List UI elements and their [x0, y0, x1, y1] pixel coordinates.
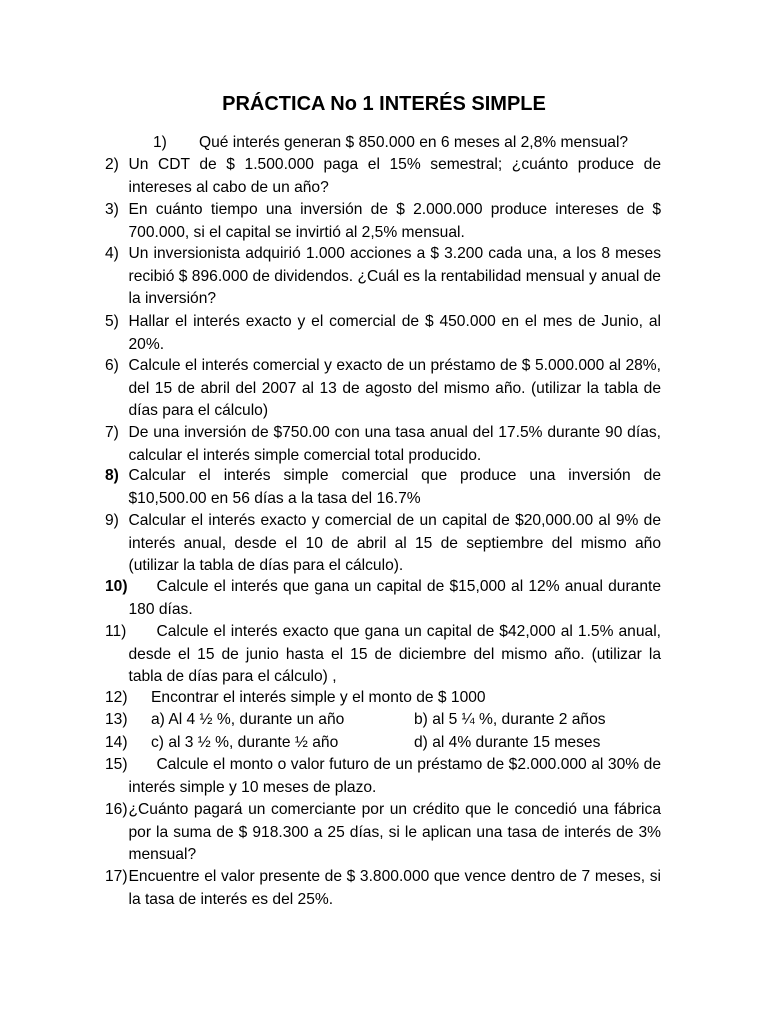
problem-number: 9) — [105, 512, 119, 529]
problem-number: 10) — [105, 578, 128, 595]
problem-text: ¿Cuánto pagará un comerciante por un crédito que le concedió una fábrica por la suma de $ 918.300 a 25 días, si le aplican una tasa de interés de 3% mensual? — [128, 801, 661, 863]
problem-text: Hallar el interés exacto y el comercial de $ 450.000 en el mes de Junio, al 20%. — [128, 313, 661, 353]
problem-number: 17) — [105, 868, 128, 885]
problem-7 — [105, 422, 661, 467]
page-title: PRÁCTICA No 1 INTERÉS SIMPLE — [222, 93, 546, 115]
problem-10 — [105, 576, 661, 621]
problem-4 — [105, 243, 661, 311]
problem-text: Encontrar el interés simple y el monto de $ 1000 — [151, 689, 486, 706]
problem-number: 11) — [105, 623, 127, 640]
option-d: d) al 4% durante 15 meses — [414, 734, 601, 751]
problem-text: Un CDT de $ 1.500.000 paga el 15% semestral; ¿cuánto produce de intereses al cabo de un año? — [128, 156, 661, 196]
problem-number: 12) — [105, 689, 128, 706]
option-b: b) al 5 ¼ %, durante 2 años — [414, 711, 606, 728]
problem-text: Encuentre el valor presente de $ 3.800.000 que vence dentro de 7 meses, si la tasa de interés es del 25%. — [128, 868, 661, 908]
problem-number: 13) — [105, 711, 128, 728]
problem-text: Calcule el interés exacto que gana un capital de $42,000 al 1.5% anual, desde el 15 de junio hasta el 15 de diciembre del mismo año. (utilizar la tabla de días para el cálculo) , — [128, 623, 661, 685]
problem-number: 5) — [105, 313, 119, 330]
problem-text: De una inversión de $750.00 con una tasa anual del 17.5% durante 90 días, calcular el interés simple comercial total producido. — [128, 424, 661, 464]
problem-number: 1) — [153, 134, 167, 151]
problem-text: En cuánto tiempo una inversión de $ 2.000.000 produce intereses de $ 700.000, si el capital se invirtió al 2,5% mensual. — [128, 201, 661, 241]
problem-8 — [105, 465, 661, 510]
problem-11 — [105, 621, 661, 689]
option-a: a) Al 4 ½ %, durante un año — [151, 711, 345, 728]
problem-1 — [153, 132, 628, 155]
problem-5 — [105, 311, 661, 356]
problem-15 — [105, 754, 661, 799]
problem-6 — [105, 355, 661, 423]
problem-number: 8) — [105, 467, 119, 484]
problem-text: Un inversionista adquirió 1.000 acciones a $ 3.200 cada una, a los 8 meses recibió $ 896.000 de dividendos. ¿Cuál es la rentabilidad mensual y anual de la inversión? — [128, 245, 661, 307]
problem-3 — [105, 199, 661, 244]
problem-text: Calcular el interés exacto y comercial de un capital de $20,000.00 al 9% de interés anual, desde el 10 de abril al 15 de septiembre del mismo año (utilizar la tabla de días para el cálculo). — [128, 512, 661, 574]
problem-17 — [105, 866, 661, 911]
problem-text: Calcule el interés comercial y exacto de un préstamo de $ 5.000.000 al 28%, del 15 de abril del 2007 al 13 de agosto del mismo año. (utilizar la tabla de días para el cálculo) — [128, 357, 661, 419]
problem-2 — [105, 154, 661, 199]
problem-16 — [105, 799, 661, 867]
problem-number: 15) — [105, 756, 128, 773]
problem-text: Calcule el monto o valor futuro de un préstamo de $2.000.000 al 30% de interés simple y 10 meses de plazo. — [128, 756, 661, 796]
problem-text: Qué interés generan $ 850.000 en 6 meses al 2,8% mensual? — [199, 134, 629, 151]
problem-number: 14) — [105, 734, 128, 751]
problem-number: 16) — [105, 801, 128, 818]
problem-number: 4) — [105, 245, 119, 262]
problem-number: 3) — [105, 201, 119, 218]
problem-text: Calcule el interés que gana un capital de $15,000 al 12% anual durante 180 días. — [128, 578, 661, 618]
problem-number: 2) — [105, 156, 119, 173]
problem-number: 7) — [105, 424, 119, 441]
problem-text: Calcular el interés simple comercial que produce una inversión de $10,500.00 en 56 días a la tasa del 16.7% — [128, 467, 661, 507]
problem-number: 6) — [105, 357, 119, 374]
option-c: c) al 3 ½ %, durante ½ año — [151, 734, 339, 751]
problem-9 — [105, 510, 661, 578]
